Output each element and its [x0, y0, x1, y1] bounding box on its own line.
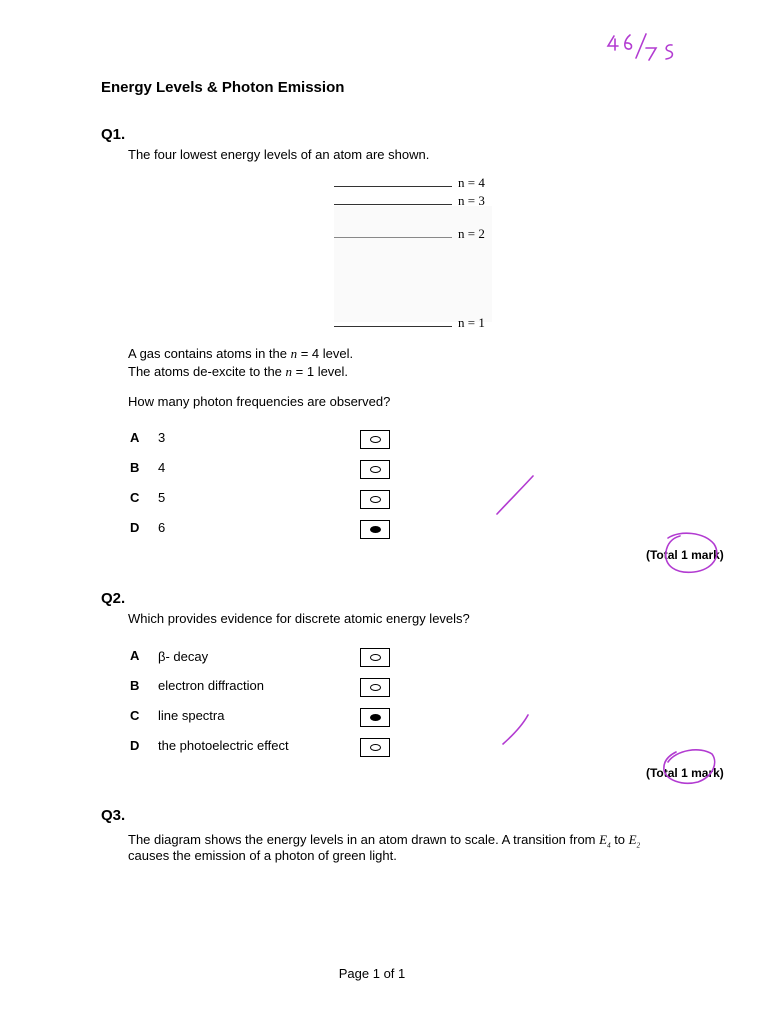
level-label-n3: n = 3 [458, 193, 485, 208]
q1-question: How many photon frequencies are observed? [128, 394, 391, 409]
q1-option-b-letter: B [130, 460, 140, 475]
q1-statement-2 [128, 363, 348, 381]
q1-option-d-text: 6 [158, 520, 166, 535]
q1-option-a-checkbox[interactable] [360, 430, 390, 449]
q1-option-c-letter: C [130, 490, 140, 505]
q1-statement-1 [128, 345, 353, 363]
q2-option-c-checkbox[interactable] [360, 708, 390, 727]
q3-e-from [599, 832, 611, 850]
q2-option-c-text: line spectra [158, 708, 225, 723]
q2-option-a-checkbox[interactable] [360, 648, 390, 667]
q2-option-d-text: the photoelectric effect [158, 738, 289, 753]
q1-option-a-letter: A [130, 430, 140, 445]
page-title: Energy Levels & Photon Emission [101, 79, 345, 96]
q1-option-b-text: 4 [158, 460, 166, 475]
q2-option-a-letter: A [130, 648, 140, 663]
level-label-n4: n = 4 [458, 175, 485, 190]
q3-statement-1-a: The diagram shows the energy levels in an atom drawn to scale. A transition from [128, 832, 600, 847]
q1-tick-mark [497, 476, 533, 514]
level-line-n2 [334, 237, 452, 238]
level-line-n1 [334, 326, 452, 327]
q1-option-d-checkbox[interactable] [360, 520, 390, 539]
q3-statement-2: causes the emission of a photon of green light. [128, 848, 397, 863]
q1-option-d-oval-filled [370, 526, 381, 533]
q1-option-a-oval [370, 436, 381, 443]
q2-option-b-checkbox[interactable] [360, 678, 390, 697]
q3-statement-1-to: to [610, 832, 629, 847]
handwritten-score-drawing [606, 30, 681, 64]
q2-option-b-oval [370, 684, 381, 691]
q2-option-a-text: β- decay [158, 649, 209, 664]
q2-question: Which provides evidence for discrete atomic energy levels? [128, 611, 470, 626]
q2-option-d-checkbox[interactable] [360, 738, 390, 757]
q2-option-a-oval [370, 654, 381, 661]
q1-statement-1-a: A gas contains atoms in the [128, 346, 291, 361]
q3-e-from-sub: 4 [607, 841, 611, 850]
q1-statement-1-n: n [290, 346, 298, 361]
q2-option-b-text: electron diffraction [158, 678, 264, 693]
level-label-n1: n = 1 [458, 315, 485, 330]
q1-statement-1-b: = 4 level. [297, 346, 354, 361]
q1-statement-2-a: The atoms de-excite to the [128, 364, 286, 379]
q2-total-mark: (Total 1 mark) [646, 766, 724, 780]
q1-option-b-oval [370, 466, 381, 473]
q1-heading: Q1. [101, 126, 126, 143]
q1-option-a-text: 3 [158, 430, 166, 445]
q2-option-d-oval [370, 744, 381, 751]
q2-heading: Q2. [101, 590, 126, 607]
q3-e-to-letter: E [628, 832, 637, 847]
q1-option-c-oval [370, 496, 381, 503]
diagram-shade [334, 206, 492, 322]
q2-option-b-letter: B [130, 678, 140, 693]
q1-option-c-text: 5 [158, 490, 166, 505]
level-line-n3 [334, 204, 452, 205]
q3-e-from-letter: E [599, 832, 608, 847]
page-footer: Page 1 of 1 [338, 966, 406, 981]
q1-option-c-checkbox[interactable] [360, 490, 390, 509]
q3-e-to-sub: 2 [636, 841, 641, 850]
handwritten-score [606, 30, 681, 64]
q1-statement-2-b: = 1 level. [292, 364, 349, 379]
q1-total-mark: (Total 1 mark) [646, 548, 724, 562]
q1-option-d-letter: D [130, 520, 140, 535]
q1-option-b-checkbox[interactable] [360, 460, 390, 479]
level-label-n2: n = 2 [458, 226, 485, 241]
q2-option-d-letter: D [130, 738, 140, 753]
q1-statement-2-n: n [285, 364, 293, 379]
q2-tick-mark [503, 715, 528, 744]
q3-heading: Q3. [101, 807, 126, 824]
q2-option-c-oval-filled [370, 714, 381, 721]
q2-option-c-letter: C [130, 708, 140, 723]
q3-e-to [628, 832, 641, 850]
q1-intro: The four lowest energy levels of an atom are shown. [128, 147, 430, 162]
level-line-n4 [334, 186, 452, 187]
